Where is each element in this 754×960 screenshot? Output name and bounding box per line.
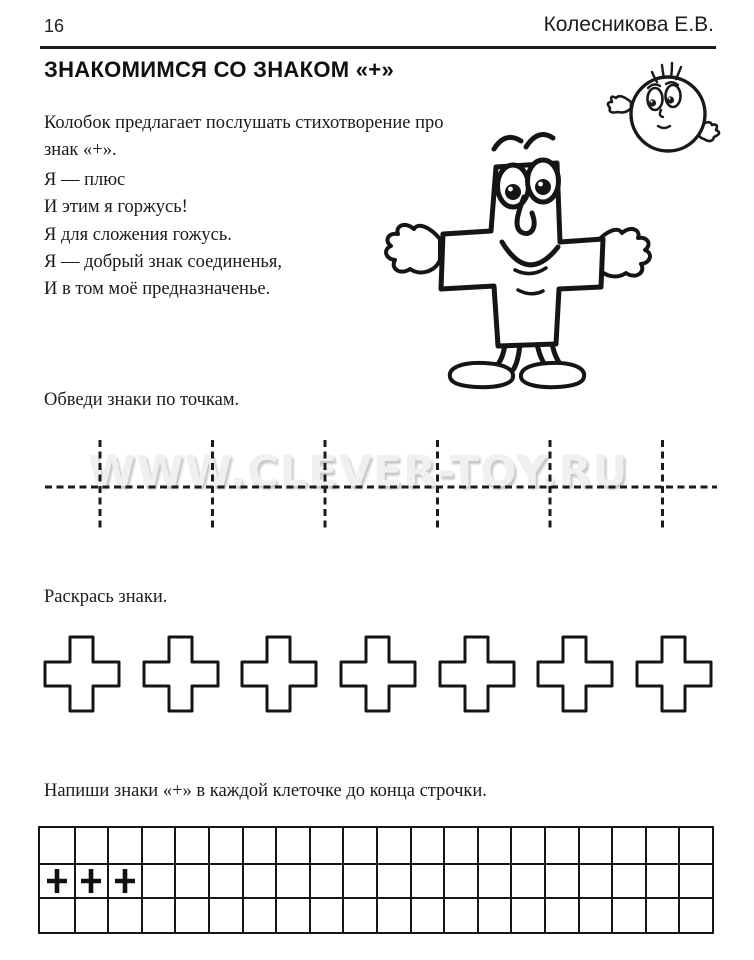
grid-cell [510, 828, 544, 863]
grid-cell [510, 863, 544, 898]
grid-cell [410, 828, 444, 863]
grid-cell [342, 897, 376, 932]
grid-cell [141, 897, 175, 932]
grid-cell [309, 828, 343, 863]
grid-cell [678, 863, 712, 898]
grid-cell [74, 863, 108, 898]
grid-cell [275, 828, 309, 863]
grid-cell [208, 863, 242, 898]
grid-cell [544, 863, 578, 898]
grid-cell [678, 828, 712, 863]
grid-cell [645, 897, 679, 932]
grid-cell [678, 897, 712, 932]
grid-cell [74, 828, 108, 863]
color-instruction: Раскрась знаки. [44, 587, 168, 607]
poem [44, 167, 282, 303]
color-cross-shape [634, 634, 714, 714]
grid-cell [611, 897, 645, 932]
grid-cell [477, 863, 511, 898]
write-grid [38, 826, 714, 934]
grid-cell [544, 828, 578, 863]
poem-line: Я — плюс [44, 170, 126, 190]
grid-cell [141, 828, 175, 863]
grid-cell [578, 863, 612, 898]
grid-cell [107, 863, 141, 898]
grid-cell [544, 897, 578, 932]
grid-cell [342, 863, 376, 898]
poem-line: И этим я горжусь! [44, 197, 188, 218]
grid-cell [376, 828, 410, 863]
grid-cell [174, 897, 208, 932]
page-title: ЗНАКОМИМСЯ СО ЗНАКОМ «+» [44, 57, 394, 82]
color-cross-shape [338, 634, 418, 714]
grid-cell [410, 863, 444, 898]
grid-cell [477, 897, 511, 932]
grid-cell [611, 863, 645, 898]
grid-cell [242, 828, 276, 863]
grid-cell [309, 863, 343, 898]
grid-cell [40, 863, 74, 898]
poem-line: И в том моё предназначенье. [44, 279, 271, 300]
grid-cell [443, 897, 477, 932]
plus-symbol [113, 867, 137, 895]
grid-cell [443, 828, 477, 863]
grid-cell [107, 897, 141, 932]
grid-cell [645, 828, 679, 863]
write-instruction: Напиши знаки «+» в каждой клеточке до конца строчки. [44, 781, 487, 801]
plus-symbol [45, 867, 69, 895]
grid-cell [141, 863, 175, 898]
trace-svg [40, 436, 722, 538]
author-name: Колесникова Е.В. [543, 13, 714, 36]
color-crosses-row [42, 633, 714, 715]
color-cross-shape [42, 634, 122, 714]
page-number: 16 [44, 16, 65, 36]
grid-cell [242, 863, 276, 898]
grid-cell [611, 828, 645, 863]
grid-cell [510, 897, 544, 932]
intro-text: Колобок предлагает послушать стихотворение про знак «+». [44, 113, 444, 160]
grid-cell [74, 897, 108, 932]
grid-cell [174, 828, 208, 863]
grid-cell [208, 897, 242, 932]
grid-cell [309, 897, 343, 932]
grid-cell [107, 828, 141, 863]
grid-cell [645, 863, 679, 898]
plus-symbol [79, 867, 103, 895]
color-cross-shape [437, 634, 517, 714]
poem-line: Я для сложения гожусь. [44, 224, 232, 245]
grid-cell [208, 828, 242, 863]
grid-cell [477, 828, 511, 863]
trace-instruction: Обведи знаки по точкам. [44, 390, 240, 410]
poem-line: Я — добрый знак соединенья, [44, 251, 282, 272]
color-cross-shape [239, 634, 319, 714]
header-divider [40, 46, 716, 49]
grid-cell [578, 828, 612, 863]
grid-cell [242, 897, 276, 932]
color-cross-shape [535, 634, 615, 714]
grid-cell [40, 897, 74, 932]
watermark: WWW.CLEVER-TOY.RU [88, 447, 629, 497]
grid-cell [376, 863, 410, 898]
left-shoe [450, 363, 513, 387]
right-shoe [521, 363, 584, 387]
grid-cell [342, 828, 376, 863]
left-hand [386, 225, 440, 273]
grid-cell [174, 863, 208, 898]
kolobok-icon [600, 55, 730, 170]
grid-cell [275, 863, 309, 898]
grid-cell [410, 897, 444, 932]
color-cross-shape [141, 634, 221, 714]
grid-cell [443, 863, 477, 898]
grid-cell [376, 897, 410, 932]
grid-cell [40, 828, 74, 863]
kolobok-left-hand [608, 96, 631, 112]
grid-cell [578, 897, 612, 932]
grid-cell [275, 897, 309, 932]
